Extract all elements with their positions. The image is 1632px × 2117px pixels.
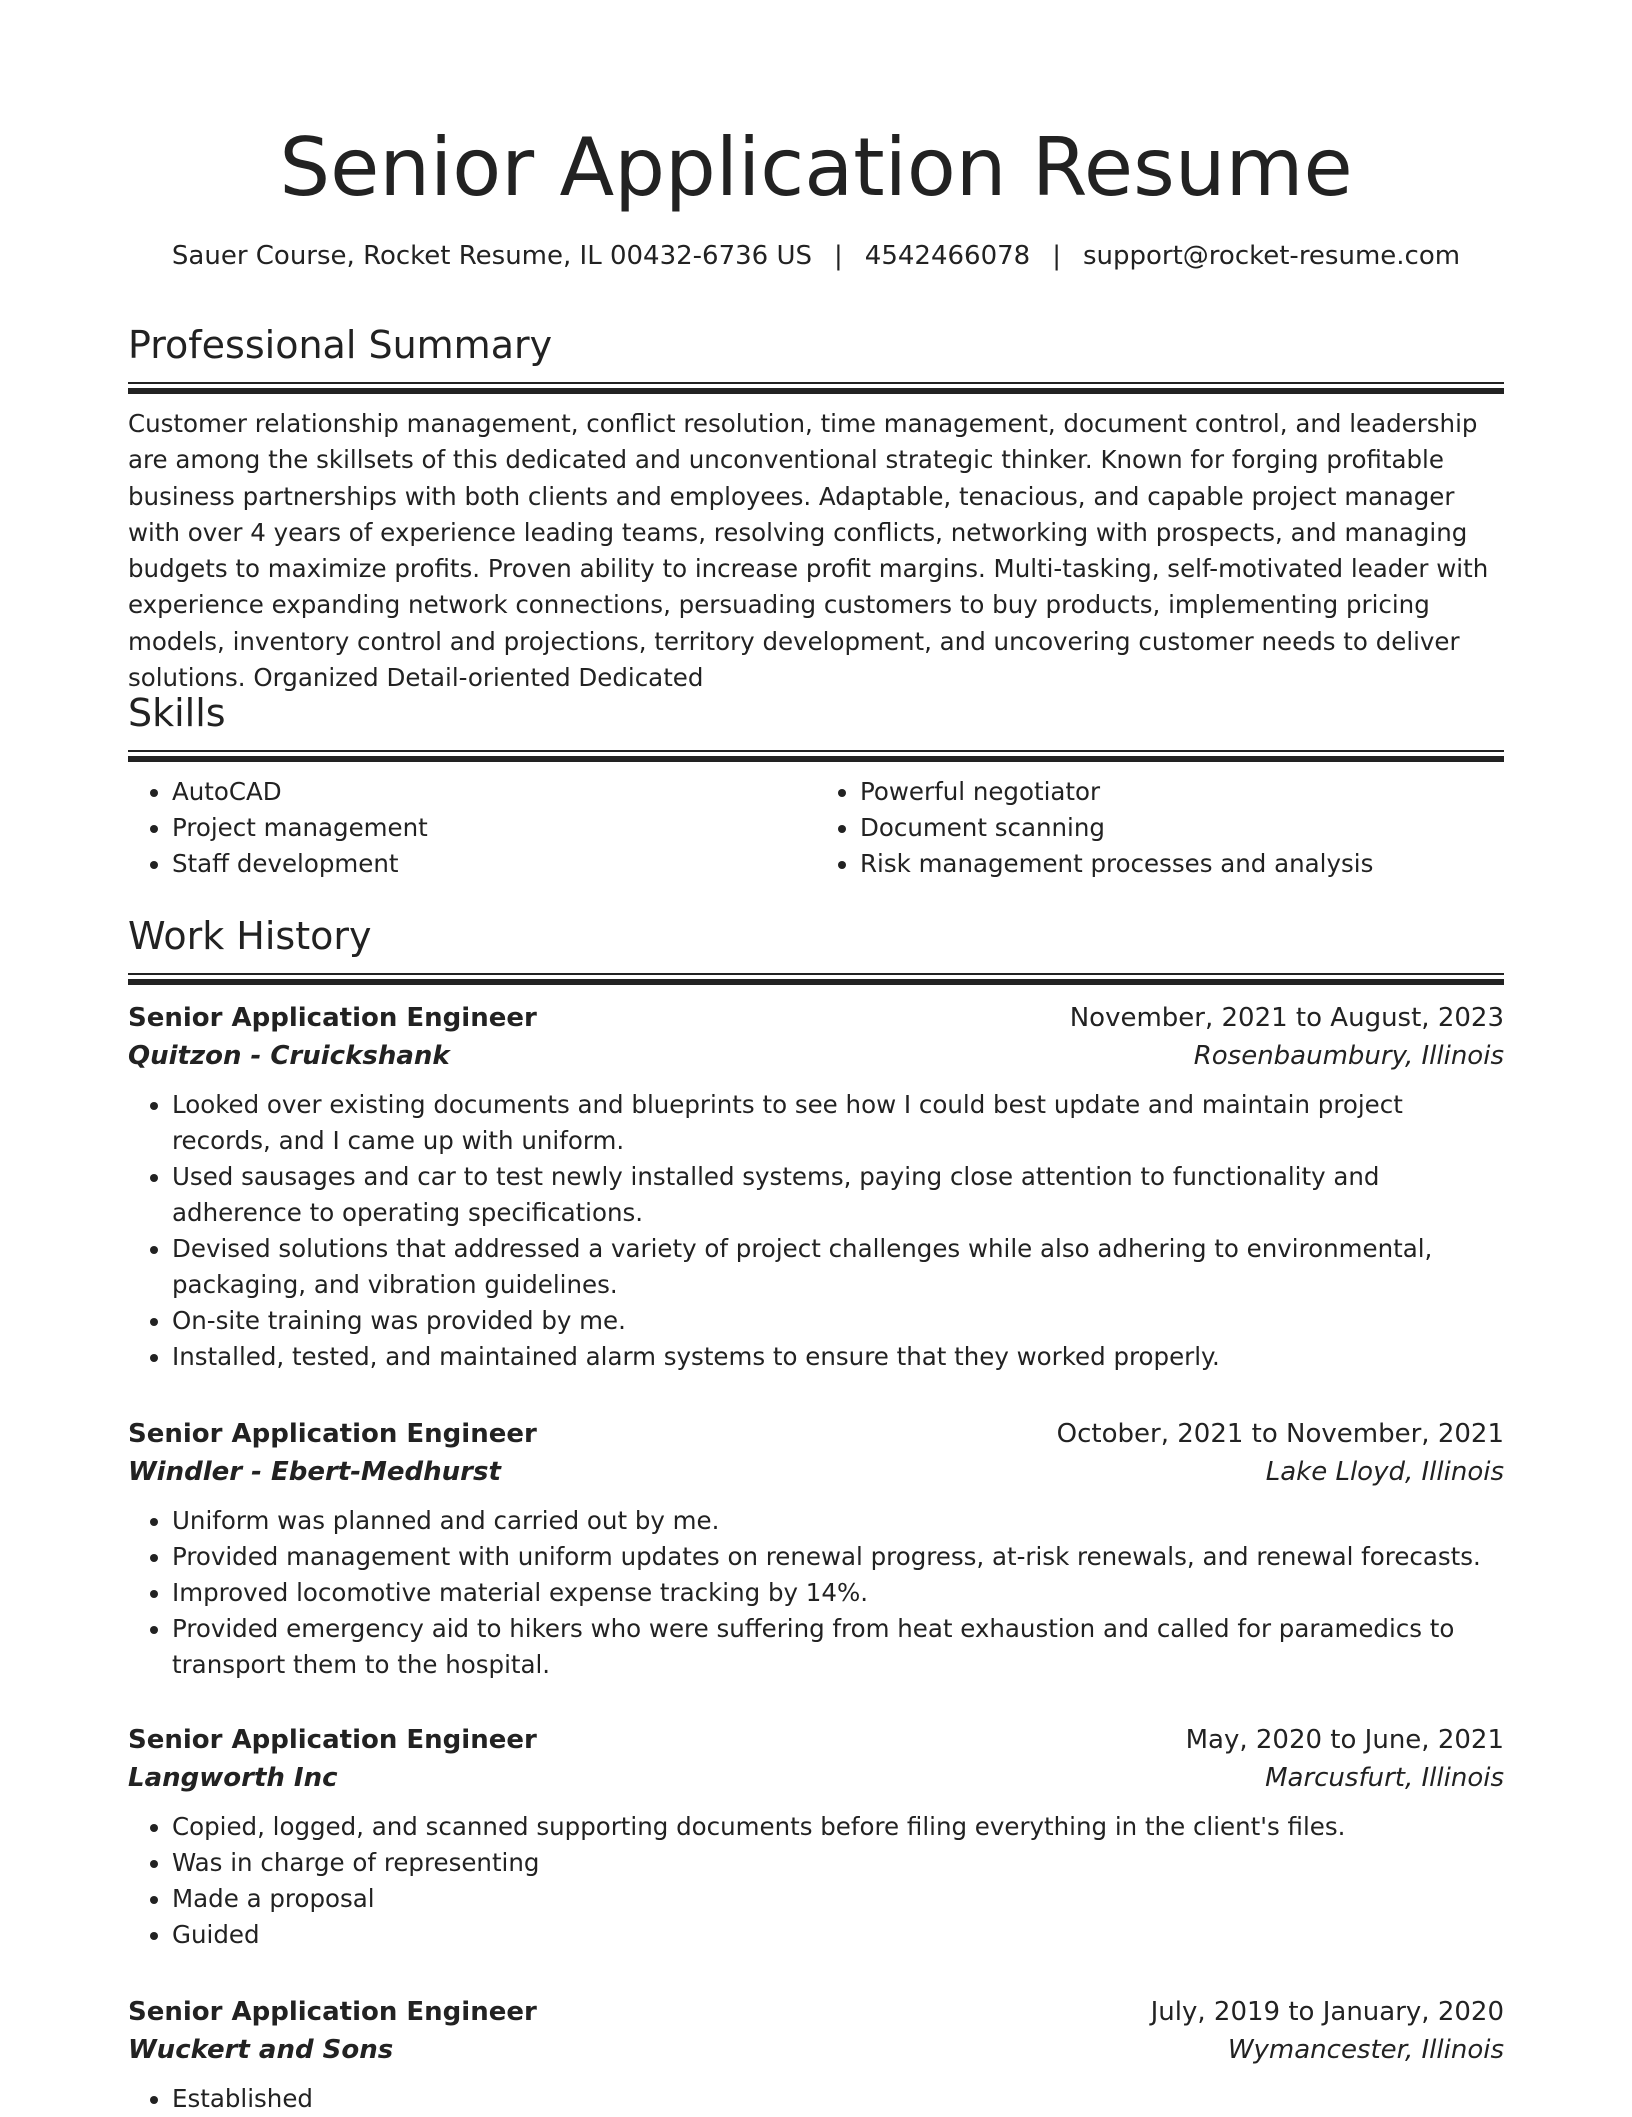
job-header xyxy=(128,1721,1504,1759)
contact-email: support@rocket-resume.com xyxy=(1082,241,1461,271)
job-subheader xyxy=(128,1453,1504,1491)
work-history-heading: Work History xyxy=(128,914,372,958)
job-dates: July, 2019 to January, 2020 xyxy=(1150,1997,1504,2027)
job-header xyxy=(128,1415,1504,1453)
job-company: Langworth Inc xyxy=(128,1763,338,1793)
job-header xyxy=(128,1993,1504,2031)
summary-section xyxy=(128,320,1504,696)
skills-section xyxy=(128,688,1504,882)
job-bullet: • Improved locomotive material expense tracking by 14%. xyxy=(172,1575,1504,1611)
job-entry xyxy=(128,1415,1504,1683)
skill-item: • Risk management processes and analysis xyxy=(860,846,1504,882)
skill-item: • Staff development xyxy=(172,846,816,882)
job-subheader xyxy=(128,2031,1504,2069)
job-title: Senior Application Engineer xyxy=(128,1725,537,1755)
contact-separator: | xyxy=(834,241,843,271)
job-dates: May, 2020 to June, 2021 xyxy=(1185,1725,1504,1755)
job-bullet: • Looked over existing documents and blueprints to see how I could best update and maintain project records, and I came up with uniform. xyxy=(172,1087,1504,1159)
skill-item: • Document scanning xyxy=(860,810,1504,846)
job-company: Wuckert and Sons xyxy=(128,2035,394,2065)
section-divider xyxy=(128,750,1504,762)
job-bullet: • Provided management with uniform updates on renewal progress, at-risk renewals, and renewal forecasts. xyxy=(172,1539,1504,1575)
job-company: Windler - Ebert-Medhurst xyxy=(128,1457,501,1487)
job-subheader xyxy=(128,1037,1504,1075)
job-title: Senior Application Engineer xyxy=(128,1003,537,1033)
job-title: Senior Application Engineer xyxy=(128,1997,537,2027)
job-entry xyxy=(128,1721,1504,1953)
skills-heading: Skills xyxy=(128,691,226,735)
contact-separator: | xyxy=(1052,241,1061,271)
section-divider xyxy=(128,382,1504,394)
job-location: Rosenbaumbury, Illinois xyxy=(1193,1041,1504,1071)
job-subheader xyxy=(128,1759,1504,1797)
summary-text: Customer relationship management, conflict resolution, time management, document control, and leadership are among the skillsets of this dedicated and unconventional strategic thinker. Known for forging profitable business partnerships with both clients and employees. Adaptable, tenacious, and capable project manager with over 4 years of experience leading teams, resolving conflicts, networking with prospects, and managing budgets to maximize profits. Proven ability to increase profit margins. Multi-tasking, self-motivated leader with experience expanding network connections, persuading customers to buy products, implementing pricing models, inventory control and projections, territory development, and uncovering customer needs to deliver solutions. Organized Detail-oriented Dedicated xyxy=(128,409,1489,693)
job-bullet: • Used sausages and car to test newly installed systems, paying close attention to functionality and adherence to operating specifications. xyxy=(172,1159,1504,1231)
skill-item: • AutoCAD xyxy=(172,774,816,810)
skill-item: • Powerful negotiator xyxy=(860,774,1504,810)
job-entry xyxy=(128,999,1504,1375)
job-bullet: • Guided xyxy=(172,1917,1504,1953)
job-company: Quitzon - Cruickshank xyxy=(128,1041,450,1071)
job-bullet: • Uniform was planned and carried out by me. xyxy=(172,1503,1504,1539)
job-bullet: • Installed, tested, and maintained alarm systems to ensure that they worked properly. xyxy=(172,1339,1504,1375)
skills-list-left xyxy=(128,774,816,882)
section-divider xyxy=(128,973,1504,985)
contact-phone: 4542466078 xyxy=(864,241,1031,271)
job-bullets xyxy=(128,1087,1504,1375)
job-title: Senior Application Engineer xyxy=(128,1419,537,1449)
job-location: Lake Lloyd, Illinois xyxy=(1265,1457,1504,1487)
job-bullet: • Established xyxy=(172,2081,1504,2117)
work-history-section xyxy=(128,911,1504,985)
job-dates: November, 2021 to August, 2023 xyxy=(1069,1003,1504,1033)
job-bullet: • Provided emergency aid to hikers who were suffering from heat exhaustion and called for paramedics to transport them to the hospital. xyxy=(172,1611,1504,1683)
job-bullets xyxy=(128,1809,1504,1953)
skill-item: • Project management xyxy=(172,810,816,846)
job-location: Marcusfurt, Illinois xyxy=(1265,1763,1504,1793)
job-bullets xyxy=(128,1503,1504,1683)
contact-line xyxy=(128,238,1504,274)
job-bullet: • Copied, logged, and scanned supporting documents before filing everything in the client's files. xyxy=(172,1809,1504,1845)
job-bullet: • On-site training was provided by me. xyxy=(172,1303,1504,1339)
job-location: Wymancester, Illinois xyxy=(1227,2035,1504,2065)
job-entry xyxy=(128,1993,1504,2117)
job-bullet: • Was in charge of representing xyxy=(172,1845,1504,1881)
contact-address: Sauer Course, Rocket Resume, IL 00432-6736 US xyxy=(171,241,813,271)
skills-columns xyxy=(128,762,1504,882)
job-dates: October, 2021 to November, 2021 xyxy=(1056,1419,1504,1449)
summary-heading: Professional Summary xyxy=(128,323,553,367)
job-bullet: • Devised solutions that addressed a variety of project challenges while also adhering to environmental, packaging, and vibration guidelines. xyxy=(172,1231,1504,1303)
job-header xyxy=(128,999,1504,1037)
resume-title: Senior Application Resume xyxy=(279,121,1353,214)
job-bullet: • Made a proposal xyxy=(172,1881,1504,1917)
skills-list-right xyxy=(816,774,1504,882)
